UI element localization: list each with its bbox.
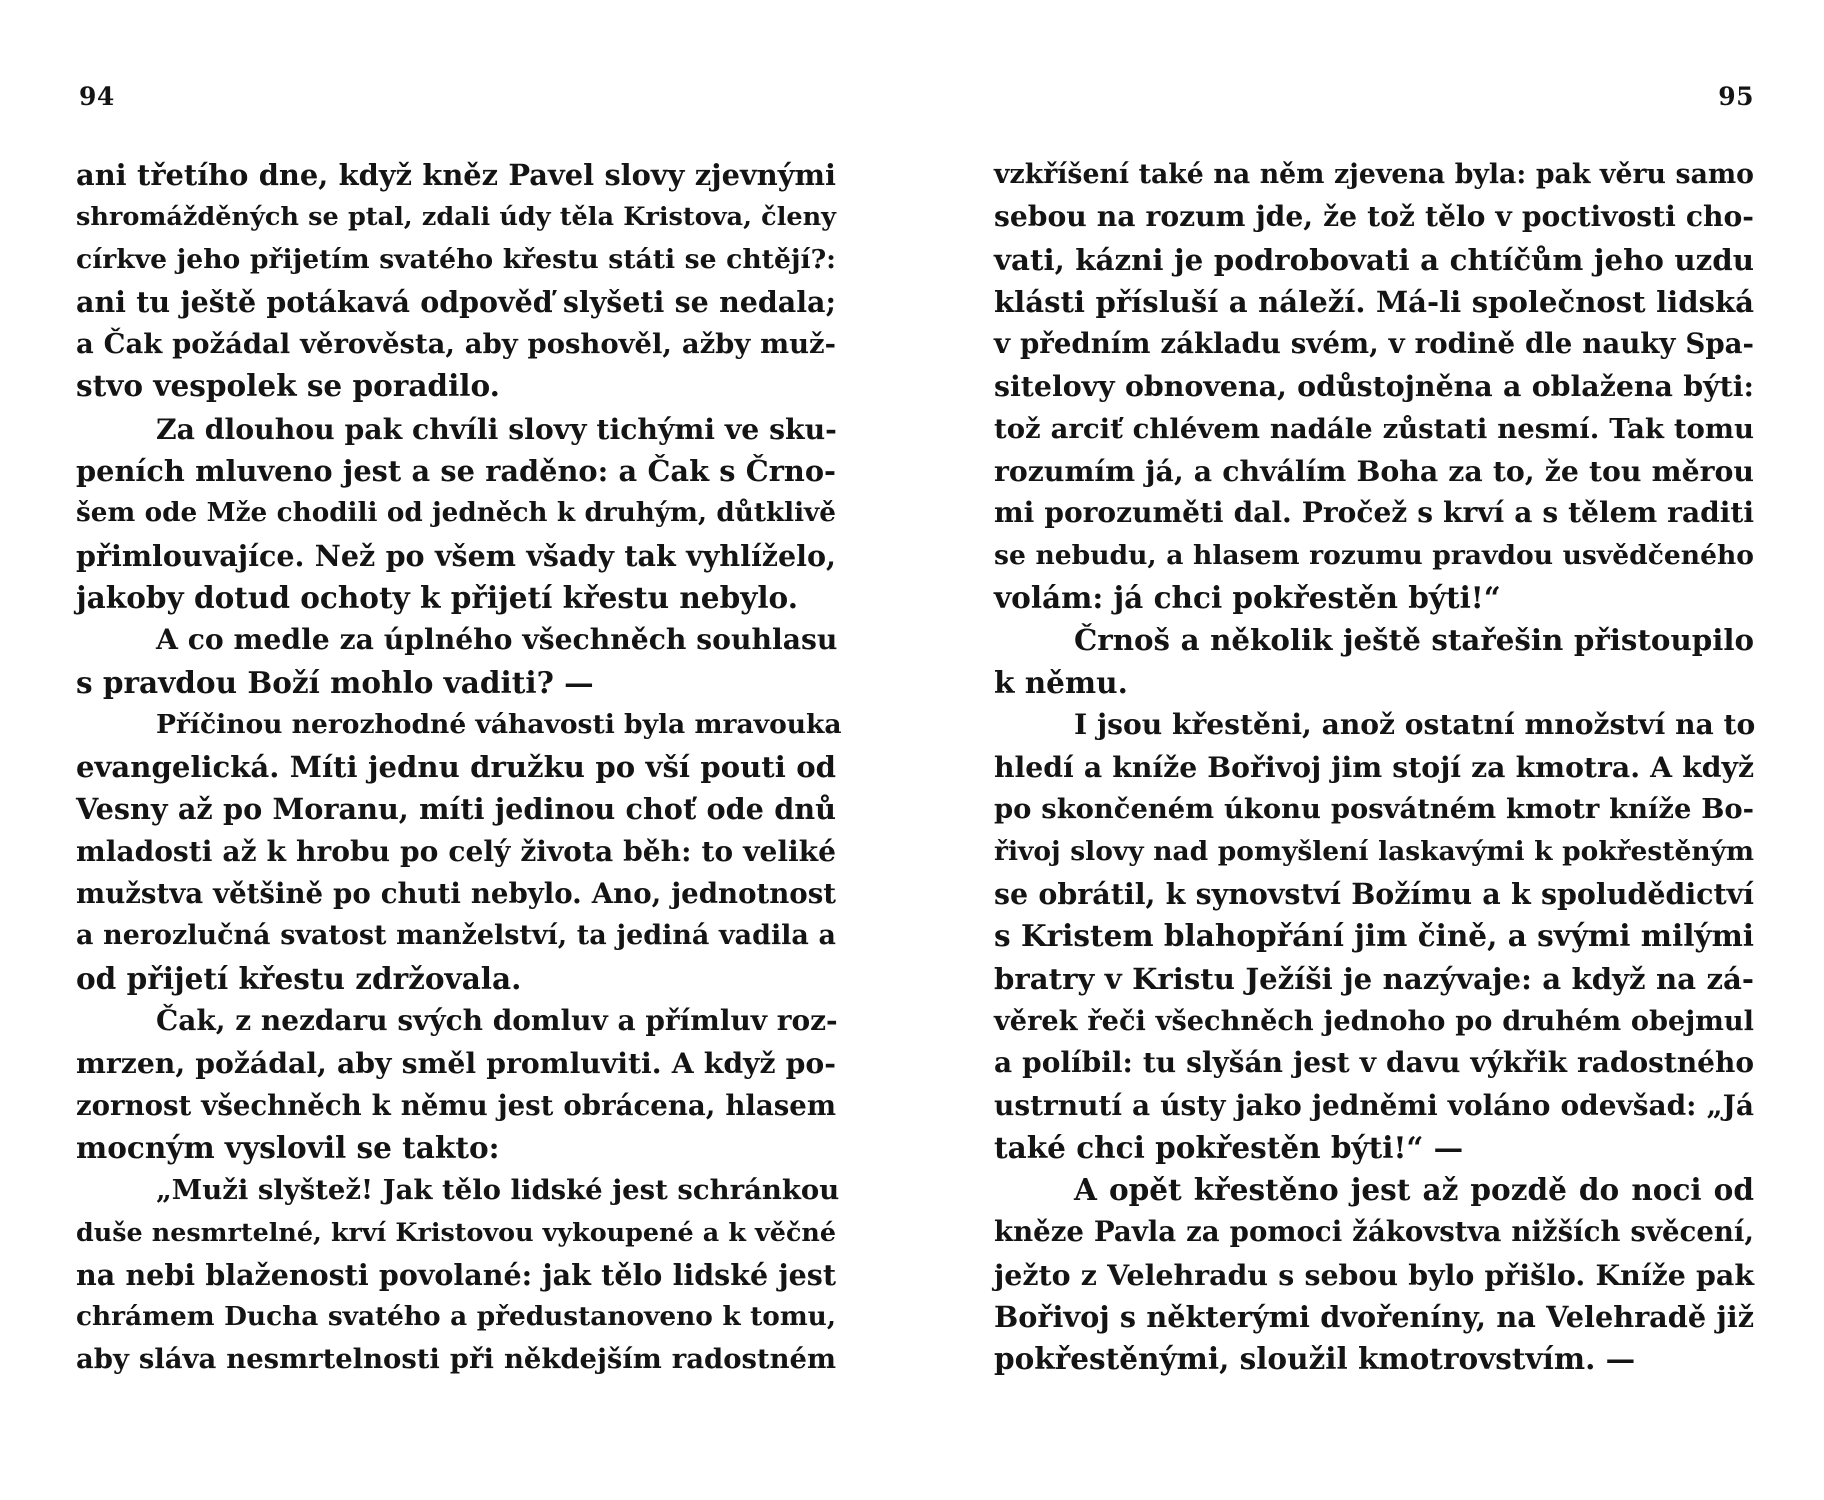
page-number-left: 94 bbox=[79, 82, 115, 111]
text-line: mrzen, požádal, aby směl promluviti. A když po- bbox=[76, 1046, 836, 1081]
text-line: od přijetí křestu zdržovala. bbox=[76, 960, 522, 996]
text-line: duše nesmrtelné, krví Kristovou vykoupené a k věčné bbox=[76, 1217, 836, 1248]
text-line: bratry v Kristu Ježíši je nazývaje: a když na zá- bbox=[994, 961, 1754, 996]
text-line: sitelovy obnovena, odůstojněna a oblažena býti: bbox=[994, 369, 1754, 404]
text-line: se obrátil, k synovství Božímu a k spoludědictví bbox=[994, 877, 1754, 912]
text-line: pokřestěnými, sloužil kmotrovstvím. — bbox=[994, 1341, 1636, 1377]
text-line: ani třetího dne, když kněz Pavel slovy zjevnými bbox=[76, 158, 836, 192]
text-line: I jsou křestěni, anož ostatní množství na to bbox=[1074, 707, 1756, 741]
text-line: po skončeném úkonu posvátném kmotr kníže Bo- bbox=[994, 793, 1754, 826]
text-line: také chci pokřestěn býti!“ — bbox=[994, 1129, 1464, 1165]
text-line: Za dlouhou pak chvíli slovy tichými ve sku- bbox=[156, 411, 837, 446]
text-line: Bořivoj s některými dvořeníny, na Velehradě již bbox=[994, 1300, 1754, 1335]
text-line: mužstva většině po chuti nebylo. Ano, jednotnost bbox=[76, 877, 836, 911]
text-line: k němu. bbox=[994, 664, 1128, 700]
text-line: hledí a kníže Bořivoj jim stojí za kmotra. A když bbox=[994, 750, 1754, 785]
text-line: stvo vespolek se poradilo. bbox=[76, 368, 500, 404]
text-line: evangelická. Míti jednu družku po vší pouti od bbox=[76, 750, 836, 785]
text-line: vzkříšení také na něm zjevena byla: pak věru samo bbox=[994, 159, 1754, 190]
text-line: a Čak požádal věrověsta, aby poshověl, ažby muž- bbox=[76, 328, 836, 361]
text-line: vati, kázni je podrobovati a chtíčům jeho uzdu bbox=[994, 242, 1754, 277]
text-line: na nebi blaženosti povolané: jak tělo lidské jest bbox=[76, 1257, 836, 1292]
text-line: Črnoš a několik ještě stařešin přistoupilo bbox=[1074, 622, 1754, 658]
text-line: sebou na rozum jde, že tož tělo v poctivosti cho- bbox=[994, 200, 1754, 234]
text-line: s Kristem blahopřání jim čině, a svými milými bbox=[994, 918, 1754, 954]
text-line: tož arciť chlévem nadále zůstati nesmí. Tak tomu bbox=[994, 412, 1754, 445]
left-page bbox=[76, 0, 842, 1500]
text-line: Čak, z nezdaru svých domluv a přímluv roz- bbox=[156, 1003, 838, 1037]
text-line: klásti přísluší a náleží. Má-li společnost lidská bbox=[994, 284, 1754, 319]
text-line: se nebudu, a hlasem rozumu pravdou usvědčeného bbox=[994, 539, 1754, 571]
text-line: mocným vyslovil se takto: bbox=[76, 1129, 500, 1165]
text-line: šem ode Mže chodili od jedněch k druhým, důtklivě bbox=[76, 497, 836, 529]
text-line: s pravdou Boží mohlo vaditi? — bbox=[76, 664, 594, 700]
text-line: v předním základu svém, v rodině dle nauky Spa- bbox=[994, 327, 1754, 361]
text-line: mladosti až k hrobu po celý života běh: to veliké bbox=[76, 834, 836, 868]
text-line: a nerozlučná svatost manželství, ta jediná vadila a bbox=[76, 920, 836, 952]
text-line: kněze Pavla za pomoci žákovstva nižších svěcení, bbox=[994, 1215, 1754, 1249]
text-line: A opět křestěno jest až pozdě do noci od bbox=[1074, 1172, 1754, 1208]
text-line: církve jeho přijetím svatého křestu státi se chtějí?: bbox=[76, 243, 836, 275]
right-page-text bbox=[994, 154, 1754, 1381]
page-number-right: 95 bbox=[1718, 82, 1754, 111]
text-line: rozumím já, a chválím Boha za to, že tou měrou bbox=[994, 454, 1754, 489]
text-line: jakoby dotud ochoty k přijetí křestu nebylo. bbox=[76, 579, 798, 615]
text-line: zornost všechněch k němu jest obrácena, hlasem bbox=[76, 1088, 836, 1122]
text-line: mi porozuměti dal. Pročež s krví a s tělem raditi bbox=[994, 496, 1754, 530]
text-line: volám: já chci pokřestěn býti!“ bbox=[994, 579, 1501, 615]
text-line: řivoj slovy nad pomyšlení laskavými k pokřestěným bbox=[994, 835, 1754, 867]
text-line: ani tu ještě potákavá odpověď slyšeti se nedala; bbox=[76, 284, 836, 319]
text-line: A co medle za úplného všechněch souhlasu bbox=[156, 623, 838, 657]
text-line: chrámem Ducha svatého a předustanoveno k tomu, bbox=[76, 1301, 836, 1333]
text-line: „Muži slyštež! Jak tělo lidské jest schránkou bbox=[156, 1174, 840, 1207]
text-line: ježto z Velehradu s sebou bylo přišlo. Kníže pak bbox=[994, 1257, 1754, 1292]
text-line: věrek řeči všechněch jednoho po druhém obejmul bbox=[994, 1004, 1754, 1037]
text-line: Vesny až po Moranu, míti jedinou choť ode dnů bbox=[76, 792, 836, 827]
right-page bbox=[994, 0, 1754, 1500]
text-line: aby sláva nesmrtelnosti při někdejším radostném bbox=[76, 1343, 836, 1376]
text-line: přimlouvajíce. Než po všem všady tak vyhlíželo, bbox=[76, 538, 836, 573]
text-line: shromážděných se ptal, zdali údy těla Kristova, členy bbox=[76, 202, 836, 233]
text-line: ustrnutí a ústy jako jedněmi voláno odevšad: „Já bbox=[994, 1088, 1754, 1122]
left-page-text bbox=[76, 154, 842, 1381]
text-line: a políbil: tu slyšán jest v davu výkřik radostného bbox=[994, 1046, 1754, 1080]
text-line: peních mluveno jest a se raděno: a Čak s Črno- bbox=[76, 454, 836, 489]
text-line: Příčinou nerozhodné váhavosti byla mravouka bbox=[156, 708, 842, 740]
